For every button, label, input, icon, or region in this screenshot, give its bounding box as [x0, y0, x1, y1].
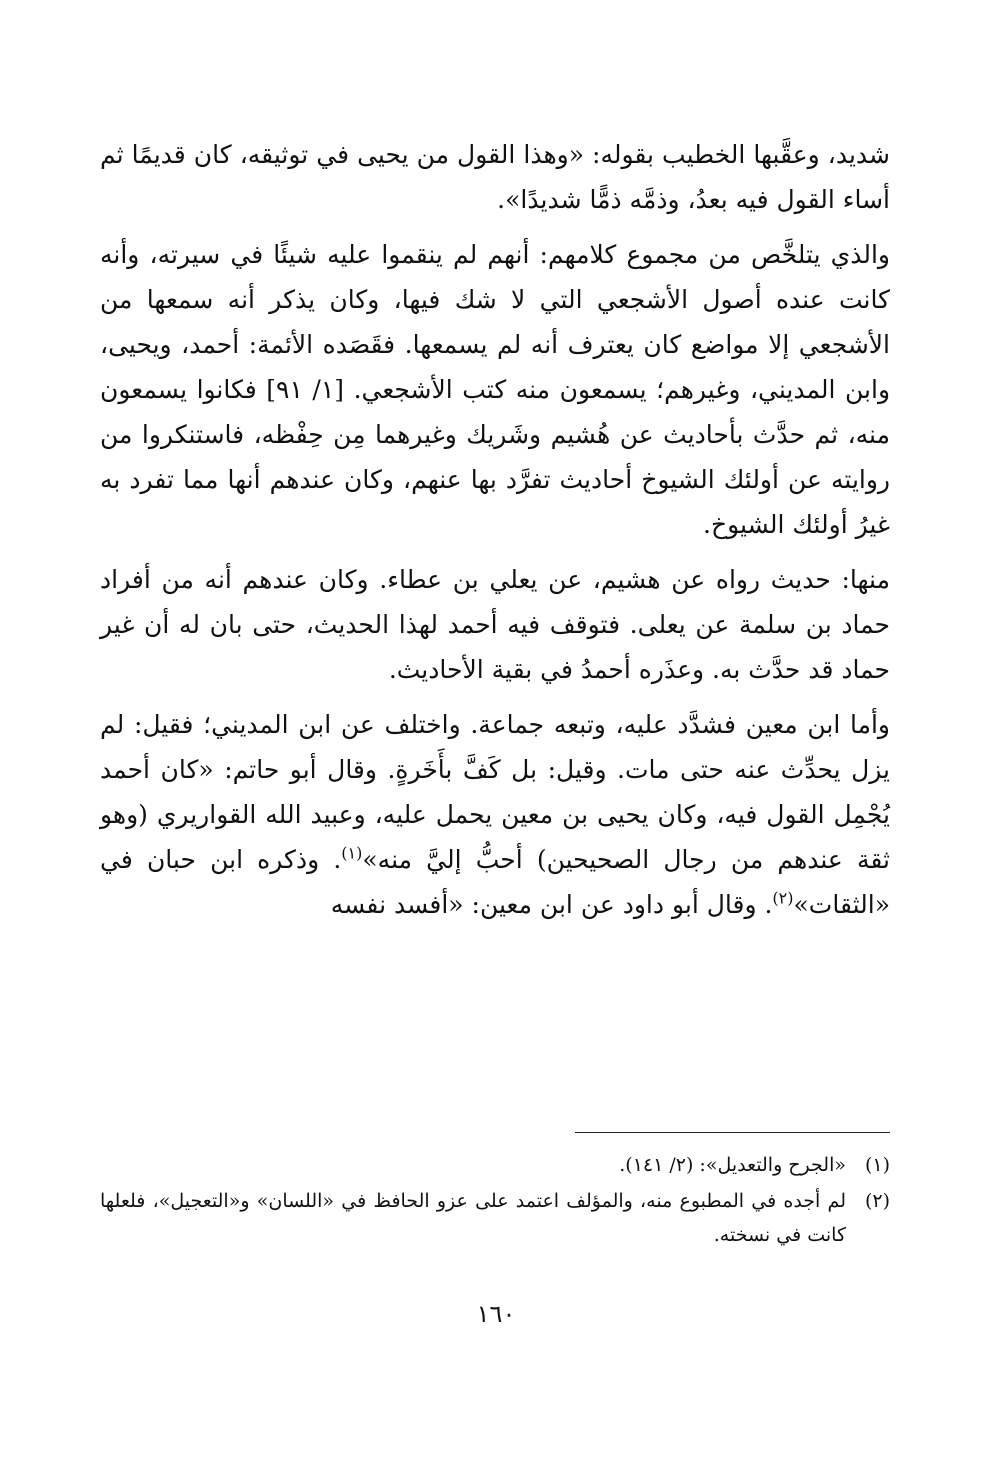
footnote-ref-1: (١) [341, 843, 363, 863]
paragraph-4-part-2: . وذكره ابن حبان في «الثقات» [100, 845, 890, 919]
footnote-text: «الجرح والتعديل»: (٢/ ١٤١). [619, 1154, 846, 1176]
footnote-text: لم أجده في المطبوع منه، والمؤلف اعتمد على عزو الحافظ في «اللسان» و«التعجيل»، فلعلها كانت في نسخته. [100, 1190, 846, 1246]
footnote-ref-2: (٢) [772, 888, 794, 908]
footnote-1 [100, 1148, 890, 1182]
paragraph-4-part-1: وأما ابن معين فشدَّد عليه، وتبعه جماعة. واختلف عن ابن المديني؛ فقيل: لم يزل يحدِّث عنه حتى مات. وقيل: بل كَفَّ بأَخَرةٍ. وقال أبو حاتم: «كان أحمد يُجْمِل القول فيه، وكان يحيى بن معين يحمل عليه، وعبيد الله القواريري (وهو ثقة عندهم من رجال الصحيحين) أحبُّ إليَّ منه» [100, 710, 890, 874]
paragraph-4 [100, 702, 890, 927]
footnote-2 [100, 1184, 890, 1252]
paragraph-2: والذي يتلخَّص من مجموع كلامهم: أنهم لم ينقموا عليه شيئًا في سيرته، وأنه كانت عنده أصول الأشجعي التي لا شك فيها، وكان يذكر أنه سمعها من الأشجعي إلا مواضع كان يعترف أنه لم يسمعها. فقَصَده الأئمة: أحمد، ويحيى، وابن المديني، وغيرهم؛ يسمعون منه كتب الأشجعي. [١/ ٩١] فكانوا يسمعون منه، ثم حدَّث بأحاديث عن هُشيم وشَريك وغيرهما مِن حِفْظه، فاستنكروا من روايته عن أولئك الشيوخ أحاديث تفرَّد بها عنهم، وكان عندهم أنها مما تفرد به غيرُ أولئك الشيوخ. [100, 240, 891, 539]
paragraph-4-part-3: . وقال أبو داود عن ابن معين: «أفسد نفسه [330, 890, 773, 919]
footnote-number: (٢) [864, 1190, 890, 1212]
paragraph-3: منها: حديث رواه عن هشيم، عن يعلي بن عطاء. وكان عندهم أنه من أفراد حماد بن سلمة عن يعلى. فتوقف فيه أحمد لهذا الحديث، حتى بان له أن غير حماد قد حدَّث به. وعذَره أحمدُ في بقية الأحاديث. [100, 565, 890, 684]
footnote-divider [575, 1132, 890, 1133]
paragraph-1: شديد، وعقَّبها الخطيب بقوله: «وهذا القول من يحيى في توثيقه، كان قديمًا ثم أساء القول فيه بعدُ، وذمَّه ذمًّا شديدًا». [100, 140, 890, 214]
page-number: ١٦٠ [476, 1300, 516, 1328]
main-text [100, 132, 890, 927]
footnote-number: (١) [864, 1154, 890, 1176]
footnotes [100, 1148, 890, 1254]
